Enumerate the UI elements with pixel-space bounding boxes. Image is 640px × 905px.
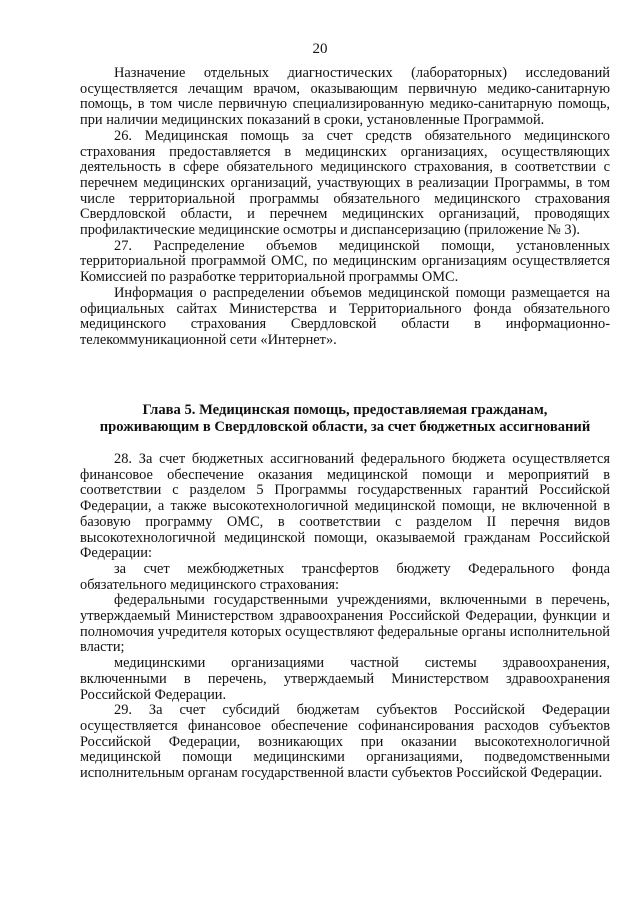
paragraph-26: 26. Медицинская помощь за счет средств обязательного медицинского страхования предоставляется в медицинских организациях, осуществляющих деятельность в сфере обязательного медицинского страхования, в соответствии с перечнем медицинских организаций, участвующих в реализации Программы, в том числе территориальной программы обязательного медицинского страхования Свердловской области, и перечнем медицинских организаций, проводящих профилактические медицинские осмотры и диспансеризацию (приложение № 3). (80, 127, 610, 239)
paragraph-27: 27. Распределение объемов медицинской помощи, установленных территориальной программой ОМС, по медицинским организациям осуществляется Комиссией по разработке территориальной программы ОМС. (80, 237, 610, 286)
chapter-heading-line-1: Глава 5. Медицинская помощь, предоставляемая гражданам, (142, 402, 548, 418)
chapter-heading-line-2: проживающим в Свердловской области, за счет бюджетных ассигнований (99, 419, 591, 435)
chapter-heading (80, 402, 610, 436)
page-number: 20 (312, 41, 328, 57)
body-text-bottom (80, 452, 610, 782)
paragraph-private-organizations: медицинскими организациями частной системы здравоохранения, включенными в перечень, утверждаемый Министерством здравоохранения Российской Федерации. (80, 655, 610, 703)
paragraph-29: 29. За счет субсидий бюджетам субъектов Российской Федерации осуществляется финансовое обеспечение софинансирования расходов субъектов Российской Федерации, возникающих при оказании высокотехнологичной медицинской помощи медицинскими организациями, подведомственными исполнительным органам государственной власти субъектов Российской Федерации. (80, 702, 610, 782)
paragraph-diagnostics: Назначение отдельных диагностических (лабораторных) исследований осуществляется лечащим врачом, оказывающим первичную медико-санитарную помощь, в том числе первичную специализированную медико-санитарную помощь, при наличии медицинских показаний в сроки, установленные Программой. (80, 65, 610, 129)
paragraph-transfers: за счет межбюджетных трансфертов бюджету Федерального фонда обязательного медицинского страхования: (80, 560, 610, 593)
paragraph-information: Информация о распределении объемов медицинской помощи размещается на официальных сайтах Министерства и Территориального фонда обязательного медицинского страхования Свердловской области в информационно-телекоммуникационной сети «Интернет». (80, 284, 610, 348)
body-text-top (80, 66, 610, 349)
paragraph-federal-institutions: федеральными государственными учреждениями, включенными в перечень, утверждаемый Министерством здравоохранения Российской Федерации, функции и полномочия учредителя которых осуществляют федеральные органы исполнительной власти; (80, 592, 610, 656)
paragraph-28: 28. За счет бюджетных ассигнований федерального бюджета осуществляется финансовое обеспечение оказания медицинской помощи и мероприятий в соответствии с разделом 5 Программы государственных гарантий Российской Федерации, а также высокотехнологичной медицинской помощи, не включенной в базовую программу ОМС, в соответствии с разделом II перечня видов высокотехнологичной медицинской помощи, оказываемой гражданам Российской Федерации: (80, 451, 610, 562)
